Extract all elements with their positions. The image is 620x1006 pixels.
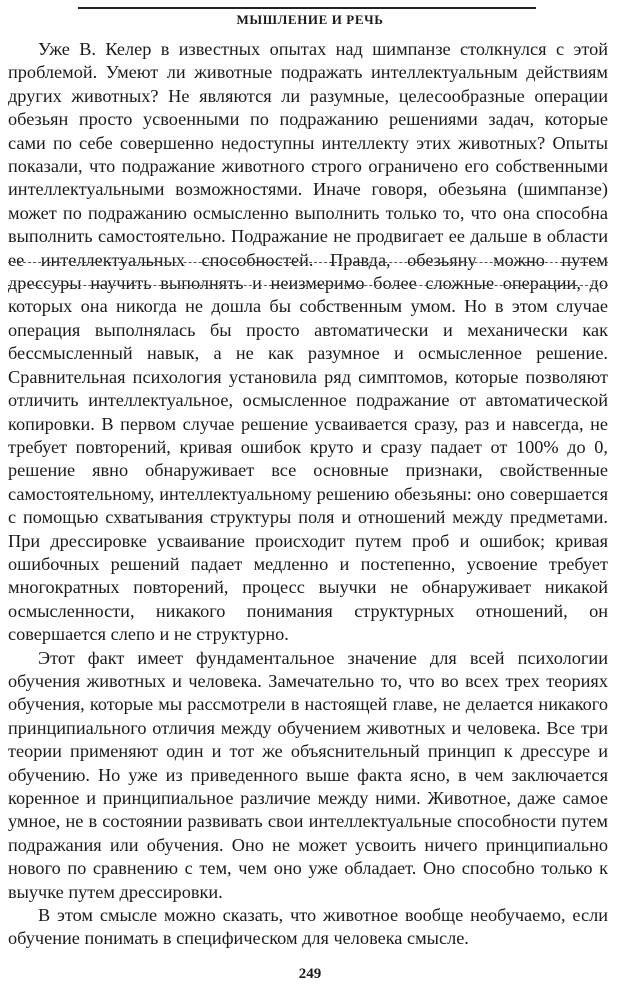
pencil-underline-mark [8,262,608,263]
page-number: 249 [298,966,322,982]
body-text [8,38,608,951]
running-head: МЫШЛЕНИЕ И РЕЧЬ [236,12,384,27]
paragraph-1: Уже В. Келер в известных опытах над шимпанзе столкнулся с этой проблемой. Умеют ли животные подражать интеллектуальным действиям других животных? Не являются ли разумные, целесообразные операции обезьян просто усвоенными по подражанию решениями задач, которые сами по себе совершенно недоступны интеллекту этих животных? Опыты показали, что подражание животного строго ограничено его собственными интеллектуальными возможностями. Иначе говоря, обезьяна (шимпанзе) может по подражанию осмысленно выполнить только то, что она способна выполнить самостоятельно. Подражание не продвигает ее дальше в области ее интеллектуальных способностей. Правда, обезьяну можно путем дрессуры научить выполнять и неизмеримо более сложные операции, до которых она никогда не дошла бы собственным умом. Но в этом случае операция выполнялась бы просто автоматически и механически как бессмысленный навык, а не как разумное и осмысленное решение. Сравнительная психология установила ряд симптомов, которые позволяют отличить интеллектуальное, осмысленное подражание от автоматической копировки. В первом случае решение усваивается сразу, раз и навсегда, не требует повторений, кривая ошибок круто и сразу падает от 100% до 0, решение явно обнаруживает все основные признаки, свойственные самостоятельному, интеллектуальному решению обезьяны: оно совершается с помощью схватывания структуры поля и отношений между предметами. При дрессировке усваивание происходит путем проб и ошибок; кривая ошибочных решений падает медленно и постепенно, усвоение требует многократных повторений, процесс выучки не обнаруживает никакой осмысленности, никакого понимания структурных отношений, он совершается слепо и не структурно. [8,39,608,645]
paragraph-3: В этом смысле можно сказать, что животное вообще необучаемо, если обучение понимать в специфическом для человека смысле. [8,905,608,949]
header-rule [78,7,536,9]
pencil-underline-mark [8,285,608,286]
paragraph-2: Этот факт имеет фундаментальное значение для всей психологии обучения животных и человека. Замечательно то, что во всех трех теориях обучения, которые мы рассмотрели в настоящей главе, не делается никакого принципиального отличия между обучением животных и человека. Все три теории применяют один и тот же объяснительный принцип к дрессуре и обучению. Но уже из приведенного выше факта ясно, в чем заключается коренное и принципиальное различие между ними. Животное, даже самое умное, не в состоянии развивать свои интеллектуальные способности путем подражания или обучения. Оно не может усвоить ничего принципиально нового по сравнению с тем, чем оно уже обладает. Оно способно только к выучке путем дрессировки. [8,647,608,902]
